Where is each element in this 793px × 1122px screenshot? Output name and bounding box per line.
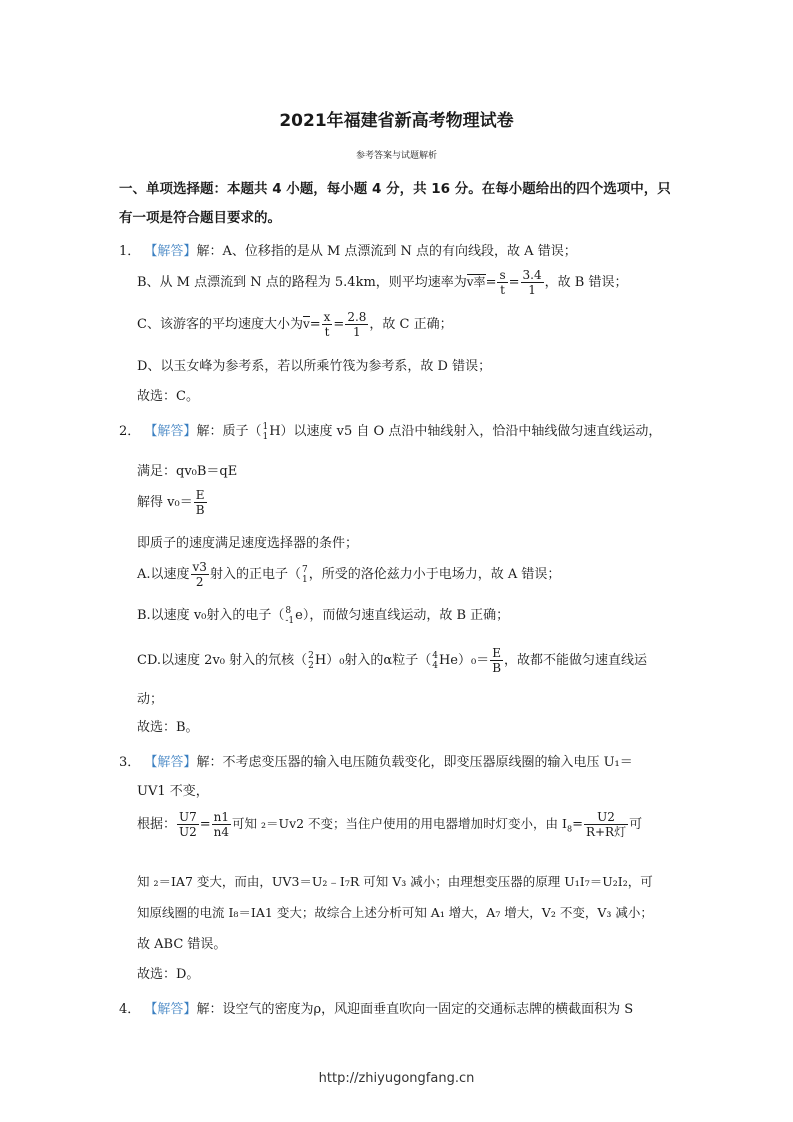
q3-number: 3．	[119, 755, 141, 770]
q2-a-isotope: 7 1	[301, 564, 308, 585]
q1-answer-tag: 【解答】	[144, 244, 197, 259]
q1-c-eq2: =	[333, 317, 345, 332]
q1-line-a	[119, 240, 577, 259]
q3-frac2: $\frac{n1}{n4}$	[213, 810, 230, 839]
q2-cd-isotope2: 4 4	[432, 650, 438, 671]
q2-option-a	[137, 560, 560, 589]
q1-option-d: D、以玉女峰为参考系，若以所乘竹筏为参考系，故 D 错误；	[137, 359, 492, 374]
q1-line-b	[137, 268, 627, 297]
q4-number: 4．	[119, 1002, 141, 1017]
q3-answer: 故选：D。	[137, 967, 200, 982]
q1-number: 1．	[119, 244, 141, 259]
q1-option-a: 解：A、位移指的是从 M 点漂流到 N 点的有向线段，故 A 错误；	[196, 244, 577, 259]
section-heading-line1: 一、单项选择题：本题共 4 小题，每小题 4 分，共 16 分。在每小题给出的四个选项中，只	[119, 181, 671, 197]
q3-line-4: 知 ₂＝IA7 变大，而由，UV3＝U₂﹣I₇R 可知 V₃ 减小；由理想变压器的原理 U₁I₇＝U₂I₂，可	[137, 874, 653, 889]
q3-answer-tag: 【解答】	[144, 755, 197, 770]
q2-line-2: 满足：qv₀B＝qE	[137, 464, 238, 479]
q2-cd-mid2: He）₀＝	[438, 653, 490, 668]
page-title: 2021年福建省新高考物理试卷	[279, 111, 514, 131]
q2-b-pre: B.以速度 v₀射入的电子（	[137, 608, 285, 623]
q1-c-frac1: $\frac{x}{t}$	[323, 310, 331, 339]
q1-c-text: C、该游客的平均速度大小为	[137, 317, 303, 332]
q2-cd-frac: $\frac{E}{B}$	[492, 646, 502, 675]
q2-a-pre: A.以速度	[137, 567, 190, 582]
q1-b-vbar: v率	[466, 275, 486, 289]
q2-l1-isotope: 1 1	[262, 421, 269, 442]
q3-line-5: 知原线圈的电流 I₈＝IA1 变大；故综合上述分析可知 A₁ 增大，A₇ 增大，V₂ 不变，V₃ 减小；	[137, 905, 653, 920]
q1-c-eq1: =	[309, 317, 321, 332]
q4-l1: 解：设空气的密度为ρ，风迎面垂直吹向一固定的交通标志牌的横截面积为 S	[196, 1002, 634, 1017]
q3-l3-sub: 8	[566, 824, 573, 834]
q2-l3-frac: $\frac{E}{B}$	[195, 488, 205, 517]
q2-a-mid: 射入的正电子（	[209, 567, 301, 582]
q2-cd-mid: H）₀射入的α粒子（	[314, 653, 432, 668]
q2-b-post: e），而做匀速直线运动，故 B 正确；	[295, 608, 510, 623]
q2-cd-isotope1: 2 2	[308, 650, 314, 671]
q1-b-post: ，故 B 错误；	[544, 275, 628, 290]
q3-l3-mid: 可知 ₂＝Uv2 不变；当住户使用的用电器增加时灯变小，由 I	[232, 816, 567, 831]
section-heading-line2: 有一项是符合题目要求的。	[119, 210, 281, 226]
q4-line-1	[119, 998, 633, 1017]
q2-option-cd-cont: 动；	[137, 692, 164, 707]
q2-line-3	[137, 488, 208, 517]
q2-b-isotope: 8 -1	[285, 605, 295, 626]
q3-line-1	[119, 751, 633, 770]
q1-b-frac2: $\frac{3.4}{1}$	[522, 268, 542, 297]
q2-option-b	[137, 604, 509, 626]
q1-b-eq1: =	[485, 275, 497, 290]
q2-number: 2．	[119, 424, 141, 439]
q3-l3-pre: 根据：	[137, 817, 177, 832]
q1-c-post: ，故 C 正确；	[369, 317, 453, 332]
q3-l3-eq: =	[572, 817, 583, 832]
q2-cd-post: ，故都不能做匀速直线运	[504, 653, 648, 668]
q2-option-cd	[137, 646, 647, 675]
q3-eq: =	[199, 817, 211, 832]
q1-answer: 故选：C。	[137, 389, 199, 404]
q3-l1: 解：不考虑变压器的输入电压随负载变化，即变压器原线圈的输入电压 U₁＝	[196, 755, 633, 770]
q3-line-2: UV1 不变，	[137, 784, 209, 799]
q3-line-6: 故 ABC 错误。	[137, 937, 227, 952]
q1-b-eq2: =	[508, 275, 520, 290]
page-subtitle: 参考答案与试题解析	[355, 151, 437, 161]
footer-url: http://zhiyugongfang.cn	[318, 1071, 475, 1086]
q2-l3-pre: 解得 v₀＝	[137, 495, 193, 510]
q2-line-1	[119, 420, 661, 442]
q1-b-text: B、从 M 点漂流到 N 点的路程为 5.4km，则平均速率为	[137, 275, 467, 290]
q2-line-4: 即质子的速度满足速度选择器的条件；	[137, 536, 359, 551]
q2-a-post: ，所受的洛伦兹力小于电场力，故 A 错误；	[308, 567, 561, 582]
q2-l1-pre: 解：质子（	[196, 424, 262, 439]
q1-c-vbar: v	[302, 317, 310, 331]
q4-answer-tag: 【解答】	[144, 1002, 197, 1017]
q2-l1-post: H）以速度 v5 自 O 点沿中轴线射入，恰沿中轴线做匀速直线运动，	[269, 424, 662, 439]
q3-frac3: $\frac{U2}{\text{R+R灯}}$	[585, 810, 627, 839]
q3-l3-post: 可	[629, 817, 643, 832]
q3-line-3	[137, 810, 642, 839]
q2-a-frac: $\frac{v3}{2}$	[192, 560, 207, 589]
q1-line-c	[137, 310, 453, 339]
q2-answer-tag: 【解答】	[144, 424, 197, 439]
q2-answer: 故选：B。	[137, 720, 199, 735]
q1-b-frac1: $\frac{s}{t}$	[499, 268, 506, 297]
q1-c-frac2: $\frac{2.8}{1}$	[347, 310, 367, 339]
q2-cd-pre: CD.以速度 2v₀ 射入的氘核（	[137, 653, 308, 668]
q3-frac1: $\frac{U7}{U2}$	[179, 810, 197, 839]
